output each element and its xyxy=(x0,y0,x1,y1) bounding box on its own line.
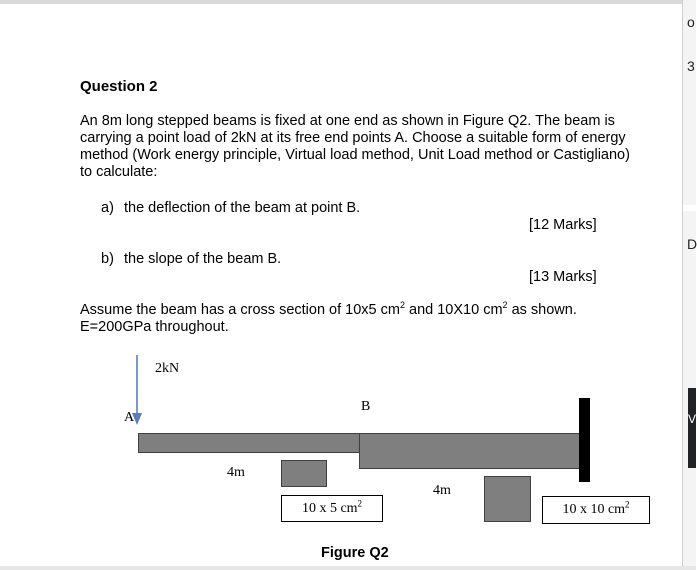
edge-fragment: V xyxy=(688,412,697,426)
length-label-2: 4m xyxy=(433,483,451,498)
assume-sup: 2 xyxy=(502,300,508,311)
section-shape-small xyxy=(281,460,327,487)
assume-sup: 2 xyxy=(399,300,405,311)
adjacent-page-edge xyxy=(682,0,696,570)
section-sup: 2 xyxy=(357,498,363,509)
modulus-text: E=200GPa throughout. xyxy=(80,319,229,335)
edge-fragment: 3 xyxy=(687,58,695,74)
length-label-1: 4m xyxy=(227,465,245,480)
section-label-small xyxy=(281,495,383,522)
assume-post: as shown. xyxy=(507,302,577,318)
point-a-label: A xyxy=(124,410,135,425)
load-label: 2kN xyxy=(155,361,180,376)
part-a-text: the deflection of the beam at point B. xyxy=(124,200,361,216)
section-text: 10 x 5 cm xyxy=(301,501,358,516)
section-shape-large xyxy=(484,476,531,522)
page-gap xyxy=(683,205,697,211)
assume-pre: Assume the beam has a cross section of 10x5 cm xyxy=(80,302,400,318)
fixed-support xyxy=(579,398,590,482)
adjacent-dark-panel xyxy=(688,388,696,468)
beam-segment-large xyxy=(359,433,581,469)
part-b-text: the slope of the beam B. xyxy=(124,251,282,267)
question-intro: An 8m long stepped beams is fixed at one end as shown in Figure Q2. The beam is carrying a point load of 2kN at its free end points A. Choose a suitable form of energy method (Work energy principle, Virtual load method, Unit Load method or Castigliano) to calculate: xyxy=(80,113,630,180)
top-border xyxy=(0,0,682,4)
assumption-text xyxy=(80,302,640,336)
section-label-large xyxy=(542,496,650,524)
figure-caption: Figure Q2 xyxy=(321,545,389,561)
edge-fragment: o xyxy=(687,14,695,30)
section-text: 10 x 10 cm xyxy=(562,502,626,517)
section-sup: 2 xyxy=(625,499,630,510)
point-b-label: B xyxy=(361,399,371,414)
question-title: Question 2 xyxy=(80,78,158,95)
assume-mid: and 10X10 cm xyxy=(404,302,503,318)
part-b-marks: [13 Marks] xyxy=(529,269,597,285)
part-a-marks: [12 Marks] xyxy=(529,217,597,233)
beam-segment-small xyxy=(138,433,360,453)
bottom-border xyxy=(0,566,696,570)
part-a-prefix: a) xyxy=(101,200,114,216)
edge-fragment: D xyxy=(687,236,697,252)
part-b-prefix: b) xyxy=(101,251,114,267)
